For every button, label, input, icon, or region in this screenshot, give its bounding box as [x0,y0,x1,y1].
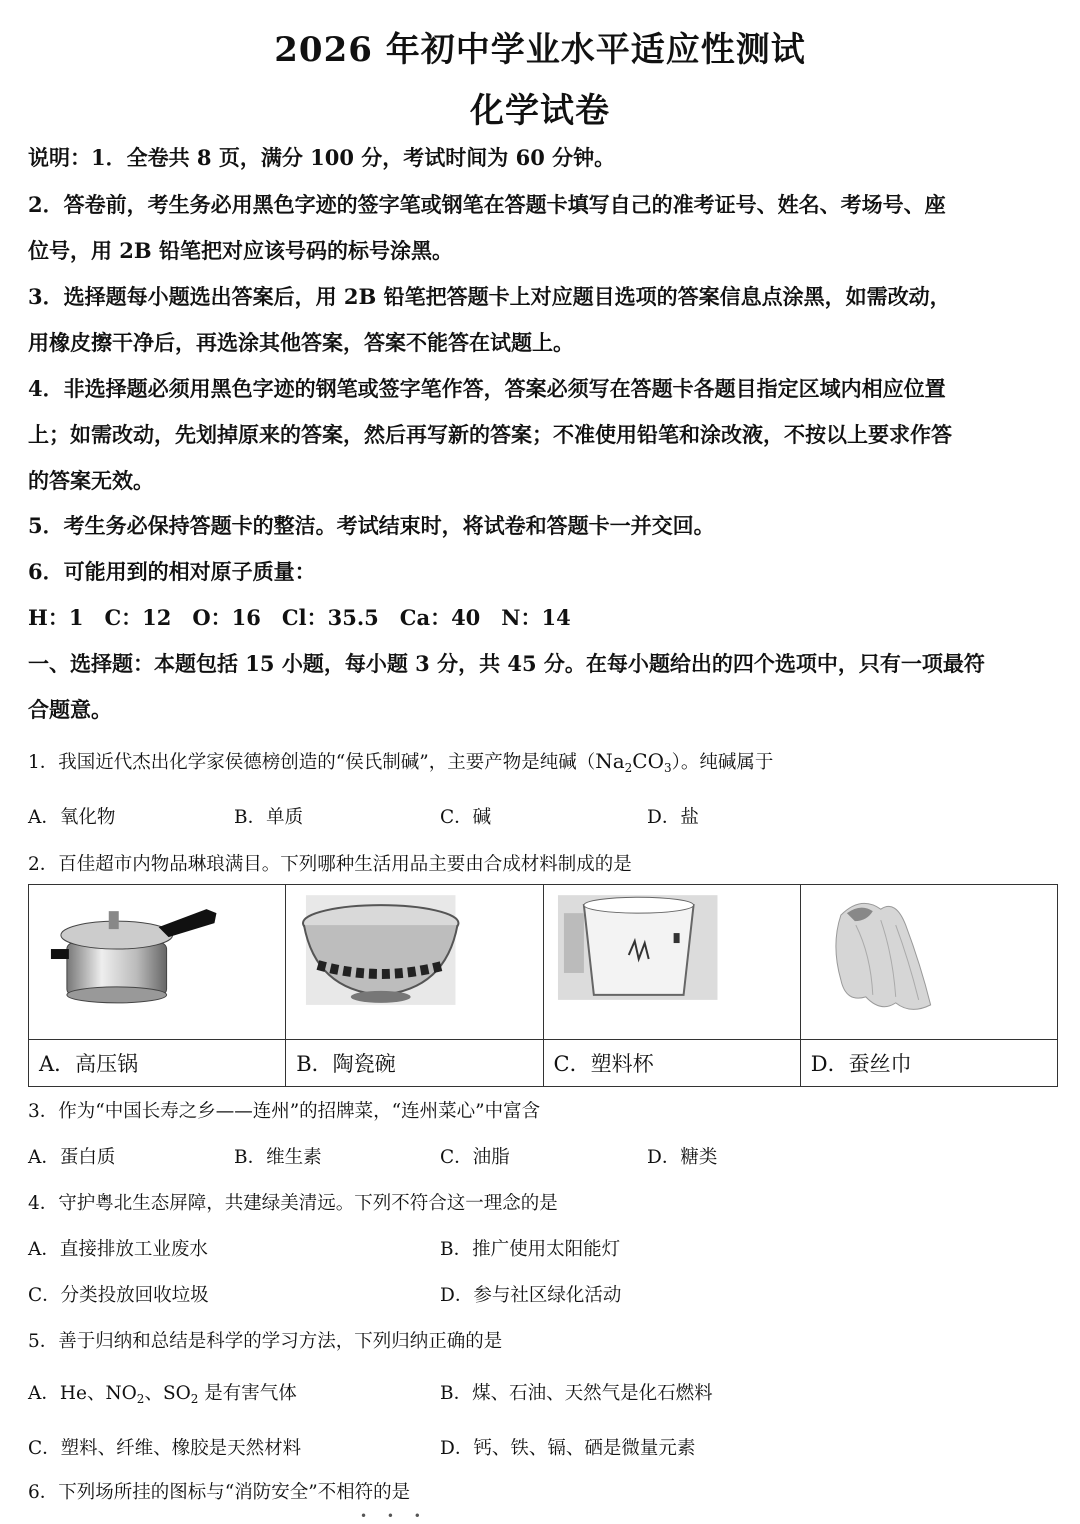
q4-option-b: B．推广使用太阳能灯 [440,1239,621,1260]
atomic-mass-line: H：1 C：12 O：16 Cl：35.5 Ca：40 N：14 [28,605,571,630]
q5-option-a: A．He、$NO_2$、$SO_2$ 是有害气体 [28,1383,297,1406]
section-heading-2: 合题意。 [28,697,112,722]
instruction-line-6: 4．非选择题必须用黑色字迹的钢笔或签字笔作答，答案必须写在答题卡各题目指定区域内相应位置 [28,376,946,401]
section-heading-1: 一、选择题：本题包括 15 小题，每小题 3 分，共 45 分。在每小题给出的四个选项中，只有一项最符 [28,651,985,676]
q2-option-c: C．塑料杯 [543,1040,800,1087]
emphasis-dots: • • • [360,1509,429,1523]
instruction-line-4: 3．选择题每小题选出答案后，用 2B 铅笔把答题卡上对应题目选项的答案信息点涂黑，如需改动， [28,284,951,309]
instruction-line-7: 上；如需改动，先划掉原来的答案，然后再写新的答案；不准使用铅笔和涂改液，不按以上要求作答 [28,422,952,447]
pressure-cooker-image [29,885,286,1040]
instruction-line-10: 6．可能用到的相对原子质量： [28,559,316,584]
q4-stem: 4．守护粤北生态屏障，共建绿美清远。下列不符合这一理念的是 [28,1193,558,1214]
q4-option-a: A．直接排放工业废水 [28,1239,208,1260]
q5-option-c: C．塑料、纤维、橡胶是天然材料 [28,1438,302,1459]
q4-option-d: D．参与社区绿化活动 [440,1285,622,1306]
plastic-cup-image [543,885,800,1040]
q4-option-c: C．分类投放回收垃圾 [28,1285,209,1306]
q3-option-b: B．维生素 [234,1147,322,1168]
bowl-icon [286,885,542,1039]
q3-option-c: C．油脂 [440,1147,510,1168]
instruction-line-5: 用橡皮擦干净后，再选涂其他答案，答案不能答在试题上。 [28,330,574,355]
q2-image-table [28,884,1058,1087]
cup-icon [544,885,800,1039]
instruction-line-8: 的答案无效。 [28,468,154,493]
q5-option-b: B．煤、石油、天然气是化石燃料 [440,1383,713,1404]
q2-option-d: D．蚕丝巾 [800,1040,1057,1087]
q3-option-a: A．蛋白质 [28,1147,116,1168]
silk-scarf-image [800,885,1057,1040]
exam-subtitle: 化学试卷 [470,91,610,131]
q6-stem: 6．下列场所挂的图标与“消防安全”不相符的是 [28,1482,411,1503]
exam-title: 2026 年初中学业水平适应性测试 [274,30,806,70]
q3-stem: 3．作为“中国长寿之乡——连州”的招牌菜，“连州菜心”中富含 [28,1101,541,1122]
q2-option-b: B．陶瓷碗 [286,1040,543,1087]
q1-option-b: B．单质 [234,807,304,828]
instruction-line-3: 位号，用 2B 铅笔把对应该号码的标号涂黑。 [28,238,453,263]
ceramic-bowl-image [286,885,543,1040]
scarf-icon [801,885,1057,1039]
q2-option-a: A．高压锅 [29,1040,286,1087]
instruction-line-9: 5．考生务必保持答题卡的整洁。考试结束时，将试卷和答题卡一并交回。 [28,513,715,538]
instruction-line-1: 说明：1．全卷共 8 页，满分 100 分，考试时间为 60 分钟。 [28,145,616,170]
q2-stem: 2．百佳超市内物品琳琅满目。下列哪种生活用品主要由合成材料制成的是 [28,854,632,875]
q5-option-d: D．钙、铁、镉、硒是微量元素 [440,1438,696,1459]
q5-stem: 5．善于归纳和总结是科学的学习方法，下列归纳正确的是 [28,1331,503,1352]
instruction-line-2: 2．答卷前，考生务必用黑色字迹的签字笔或钢笔在答题卡填写自己的准考证号、姓名、考场号、座 [28,192,946,217]
q3-option-d: D．糖类 [647,1147,718,1168]
q1-option-a: A．氧化物 [28,807,116,828]
q1-stem: 1．我国近代杰出化学家侯德榜创造的“侯氏制碱”，主要产物是纯碱$(Na_2CO_3)$。纯碱属于 [28,749,774,775]
q1-option-d: D．盐 [647,807,699,828]
q1-option-c: C．碱 [440,807,492,828]
pressure-cooker-icon [29,885,285,1039]
